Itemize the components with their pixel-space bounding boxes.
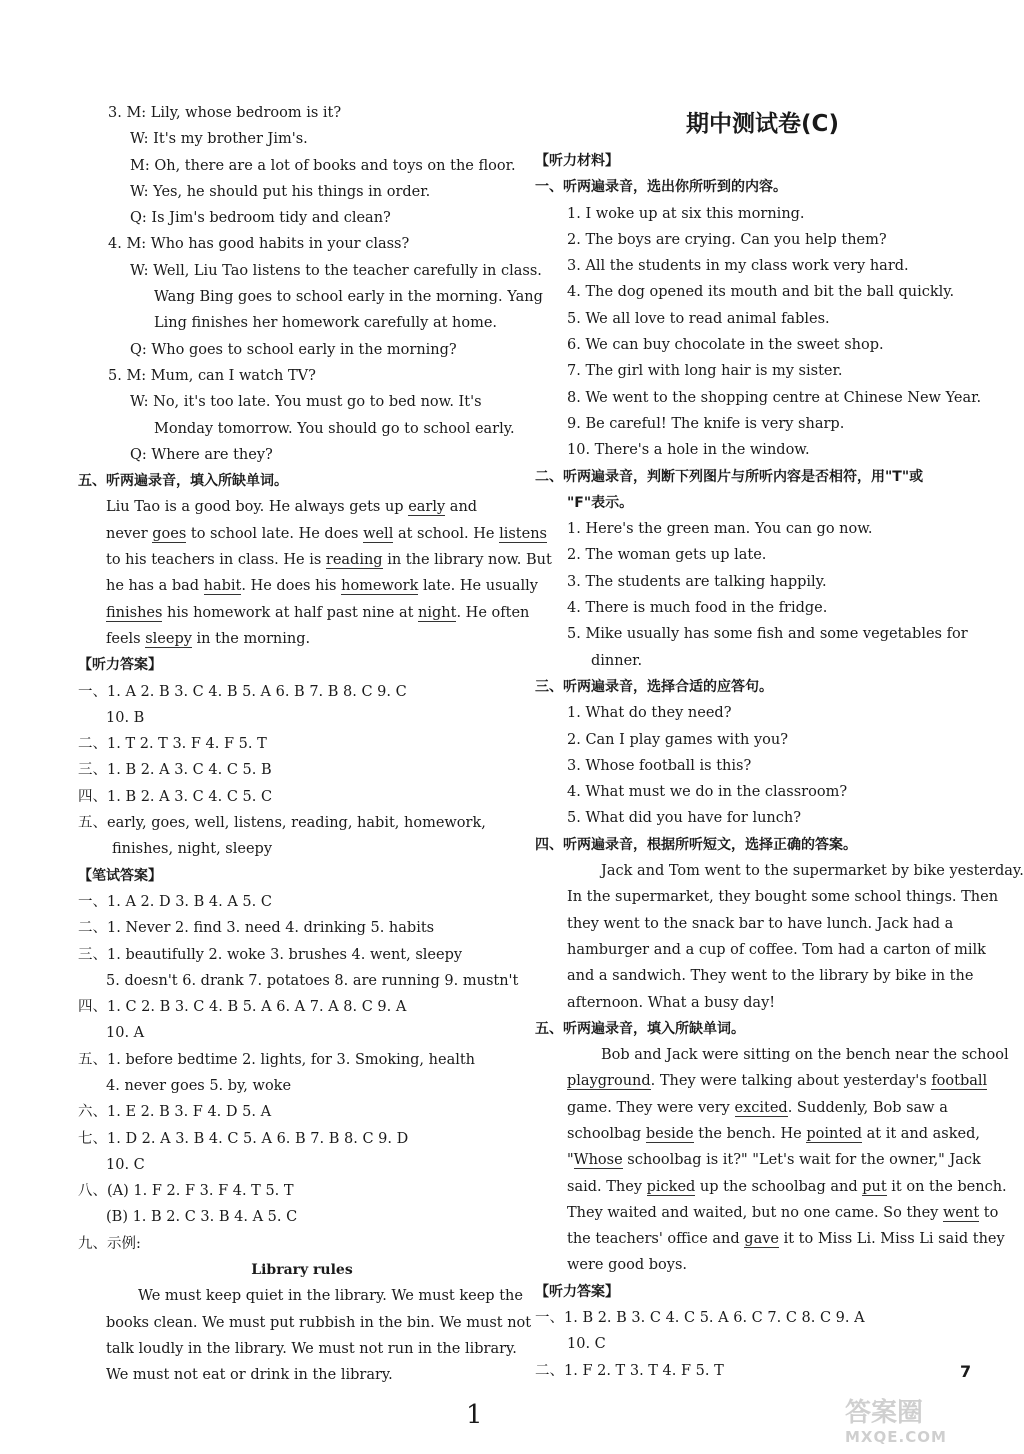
answer-line: 10. C [567,1336,606,1353]
list-item: 1. Here's the green man. You can go now. [567,521,873,538]
right-column [535,100,1024,1384]
essay-line: We must keep quiet in the library. We must keep the [138,1288,523,1305]
answer-line: 10. A [106,1025,145,1042]
list-item: 2. Can I play games with you? [567,731,788,748]
list-item: 3. The students are talking happily. [567,573,827,590]
answer-line: 一、1. A 2. D 3. B 4. A 5. C [78,893,272,910]
passage-line: to his teachers in class. He is reading in the library now. But [106,552,552,569]
passage-line: "Whose schoolbag is it?" "Let's wait for the owner," Jack [567,1152,981,1169]
answer-line: 九、示例: [78,1235,141,1252]
dialog-line: M: Oh, there are a lot of books and toys on the floor. [130,157,516,174]
answer-line: 六、1. E 2. B 3. F 4. D 5. A [78,1104,272,1121]
essay-line: books clean. We must put rubbish in the bin. We must not [106,1314,532,1331]
passage-line: schoolbag beside the bench. He pointed at it and asked, [567,1125,980,1142]
passage-line: afternoon. What a busy day! [567,994,776,1011]
section-heading: 四、听两遍录音，根据所听短文，选择正确的答案。 [535,836,857,853]
listening-answer-heading: 【听力答案】 [78,657,162,674]
listening-answer-heading: 【听力答案】 [535,1283,619,1300]
listening-material-heading: 【听力材料】 [535,153,619,169]
list-item: 6. We can buy chocolate in the sweet shop. [567,337,884,354]
dialog-line: Wang Bing goes to school early in the morning. Yang [154,289,543,306]
watermark-bottom: MXQE.COM [845,1428,947,1446]
list-item: 9. Be careful! The knife is very sharp. [567,415,845,432]
section-heading: 二、听两遍录音，判断下列图片与所听内容是否相符，用"T"或 [535,468,924,485]
answer-line: 一、1. B 2. B 3. C 4. C 5. A 6. C 7. C 8. C 9. A [535,1310,865,1327]
answer-line: 二、1. Never 2. find 3. need 4. drinking 5. habits [78,920,435,937]
list-item: 7. The girl with long hair is my sister. [567,363,843,380]
answer-line: 四、1. C 2. B 3. C 4. B 5. A 6. A 7. A 8. C 9. A [78,999,407,1016]
dialog-line: W: It's my brother Jim's. [130,131,308,148]
dialog-line: Monday tomorrow. You should go to school early. [154,420,515,437]
left-column [78,100,552,1389]
page-title: 期中测试卷(C) [686,111,839,137]
list-item: 2. The boys are crying. Can you help them? [567,231,887,248]
passage-line: They waited and waited, but no one came. So they went to [567,1204,999,1221]
answer-line: 四、1. B 2. A 3. C 4. C 5. C [78,788,273,805]
answer-line: 二、1. F 2. T 3. T 4. F 5. T [535,1362,724,1379]
section-heading: 五、听两遍录音，填入所缺单词。 [535,1020,745,1037]
section-heading: 五、听两遍录音，填入所缺单词。 [78,473,288,490]
list-item: 3. All the students in my class work very hard. [567,258,909,275]
answer-line: finishes, night, sleepy [112,841,273,858]
answer-line: 七、1. D 2. A 3. B 4. C 5. A 6. B 7. B 8. C 9. D [78,1130,409,1147]
answer-line: 五、early, goes, well, listens, reading, habit, homework, [78,815,486,832]
dialog-line: Q: Is Jim's bedroom tidy and clean? [130,210,391,227]
passage-line: Liu Tao is a good boy. He always gets up early and [106,499,478,516]
section-heading: 三、听两遍录音，选择合适的应答句。 [535,678,773,695]
passage-line: said. They picked up the schoolbag and put it on the bench. [567,1178,1007,1195]
dialog-line: 5. M: Mum, can I watch TV? [108,367,316,384]
passage-line: feels sleepy in the morning. [106,630,311,647]
dialog-line: Ling finishes her homework carefully at home. [154,315,498,332]
dialog-line: W: Well, Liu Tao listens to the teacher carefully in class. [130,262,542,279]
passage-line: the teachers' office and gave it to Miss Li. Miss Li said they [567,1231,1005,1248]
passage-line: never goes to school late. He does well at school. He listens [106,525,547,542]
list-item: 4. There is much food in the fridge. [567,600,828,617]
answer-line: (B) 1. B 2. C 3. B 4. A 5. C [106,1209,298,1226]
answer-line: 八、(A) 1. F 2. F 3. F 4. T 5. T [78,1183,294,1200]
list-item: 5. We all love to read animal fables. [567,310,830,327]
passage-line: he has a bad habit. He does his homework late. He usually [106,578,538,595]
watermark-logo [845,1398,995,1452]
page-number: 7 [960,1362,972,1381]
answer-line: 4. never goes 5. by, woke [106,1077,292,1094]
watermark-top: 答案圈 [845,1398,924,1428]
passage-line: Bob and Jack were sitting on the bench near the school [601,1047,1009,1064]
passage-line: game. They were very excited. Suddenly, Bob saw a [567,1099,948,1116]
list-item: 1. What do they need? [567,705,732,722]
answer-line: 一、1. A 2. B 3. C 4. B 5. A 6. B 7. B 8. C 9. C [78,683,407,700]
essay-line: We must not eat or drink in the library. [106,1367,393,1384]
dialog-line: W: No, it's too late. You must go to bed now. It's [130,394,482,411]
dialog-line: 3. M: Lily, whose bedroom is it? [108,105,342,121]
list-item: 8. We went to the shopping centre at Chinese New Year. [567,389,982,406]
list-item: 3. Whose football is this? [567,757,752,774]
list-item: 1. I woke up at six this morning. [567,205,805,222]
answer-line: 5. doesn't 6. drank 7. potatoes 8. are running 9. mustn't [106,972,519,989]
answer-line: 二、1. T 2. T 3. F 4. F 5. T [78,736,267,753]
answer-line: 10. C [106,1156,145,1173]
list-item: 4. The dog opened its mouth and bit the ball quickly. [567,284,955,301]
section-heading: 一、听两遍录音，选出你所听到的内容。 [535,179,787,196]
passage-line: they went to the snack bar to have lunch. Jack had a [567,915,954,932]
essay-line: talk loudly in the library. We must not run in the library. [106,1340,517,1357]
list-item: 10. There's a hole in the window. [567,442,810,459]
passage-line: In the supermarket, they bought some school things. Then [567,889,999,906]
dialog-line: 4. M: Who has good habits in your class? [108,236,410,253]
list-item: 5. Mike usually has some fish and some vegetables for [567,626,968,643]
passage-line: and a sandwich. They went to the library by bike in the [567,968,974,985]
dialog-line: W: Yes, he should put his things in order. [130,183,431,200]
list-item: 5. What did you have for lunch? [567,810,801,827]
section-heading-cont: "F"表示。 [567,494,634,511]
dialog-line: Q: Who goes to school early in the morning? [130,341,457,358]
passage-line: finishes his homework at half past nine at night. He often [106,604,530,621]
list-item: 4. What must we do in the classroom? [567,784,848,801]
answer-line: 五、1. before bedtime 2. lights, for 3. Smoking, health [78,1051,476,1068]
passage-line: playground. They were talking about yesterday's football [567,1073,988,1090]
answer-line: 三、1. B 2. A 3. C 4. C 5. B [78,762,272,779]
written-answer-heading: 【笔试答案】 [78,867,162,884]
passage-line: Jack and Tom went to the supermarket by bike yesterday. [601,863,1024,880]
binding-mark: 1 [466,1400,483,1430]
list-item: 2. The woman gets up late. [567,547,767,564]
answer-line: 10. B [106,709,145,726]
passage-line: hamburger and a cup of coffee. Tom had a carton of milk [567,941,986,958]
list-item-cont: dinner. [591,652,643,669]
passage-line: were good boys. [567,1257,688,1274]
answer-line: 三、1. beautifully 2. woke 3. brushes 4. went, sleepy [78,946,463,963]
dialog-line: Q: Where are they? [130,446,273,463]
essay-title: Library rules [251,1262,353,1279]
